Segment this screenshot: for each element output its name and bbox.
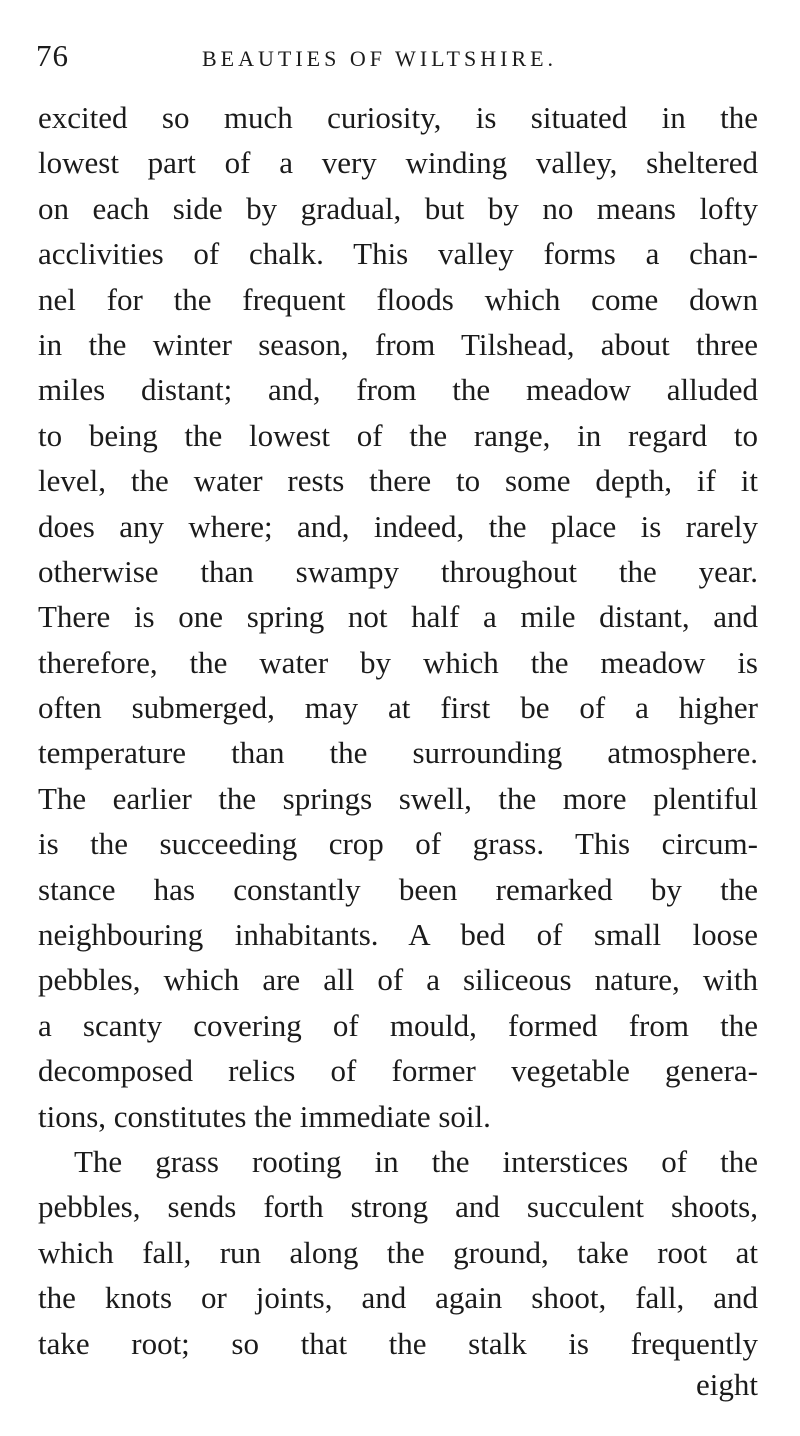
text-line: stance has constantly been remarked by the	[38, 871, 758, 907]
text-line: therefore, the water by which the meadow is	[38, 644, 758, 680]
text-line: take root; so that the stalk is frequently	[38, 1325, 758, 1361]
text-line: acclivities of chalk. This valley forms a chan-	[38, 236, 758, 272]
text-line: decomposed relics of former vegetable genera-	[38, 1053, 758, 1089]
text-line: lowest part of a very winding valley, sheltered	[38, 145, 758, 181]
page-number: 76	[36, 38, 69, 73]
text-line: otherwise than swampy throughout the year.	[38, 553, 758, 589]
text-line: to being the lowest of the range, in regard to	[38, 417, 758, 453]
text-line: the knots or joints, and again shoot, fall, and	[38, 1280, 758, 1316]
catchword: eight	[696, 1367, 758, 1402]
text-line: pebbles, which are all of a siliceous nature, with	[38, 962, 758, 998]
paragraph-end-line: tions, constitutes the immediate soil.	[38, 1098, 491, 1134]
body-text	[38, 95, 758, 1366]
running-title: BEAUTIES OF WILTSHIRE.	[202, 46, 558, 71]
text-line: on each side by gradual, but by no means lofty	[38, 190, 758, 226]
text-line: neighbouring inhabitants. A bed of small loose	[38, 917, 758, 953]
text-line: level, the water rests there to some depth, if it	[38, 463, 758, 499]
text-line: is the succeeding crop of grass. This circum-	[38, 826, 758, 862]
paragraph-start-line: The grass rooting in the interstices of the	[74, 1143, 758, 1179]
text-line: often submerged, may at first be of a higher	[38, 690, 758, 726]
text-line: in the winter season, from Tilshead, about three	[38, 326, 758, 362]
text-line: a scanty covering of mould, formed from the	[38, 1007, 758, 1043]
text-line: temperature than the surrounding atmosphere.	[38, 735, 758, 771]
text-line: nel for the frequent floods which come down	[38, 281, 758, 317]
text-line: pebbles, sends forth strong and succulent shoots,	[38, 1189, 758, 1225]
text-line: excited so much curiosity, is situated in the	[38, 100, 758, 135]
text-line: There is one spring not half a mile distant, and	[38, 599, 758, 635]
text-line: does any where; and, indeed, the place is rarely	[38, 508, 758, 544]
text-line: which fall, run along the ground, take root at	[38, 1234, 758, 1270]
running-head	[36, 38, 766, 78]
text-line: miles distant; and, from the meadow alluded	[38, 372, 758, 408]
text-line: The earlier the springs swell, the more plentiful	[38, 780, 758, 816]
